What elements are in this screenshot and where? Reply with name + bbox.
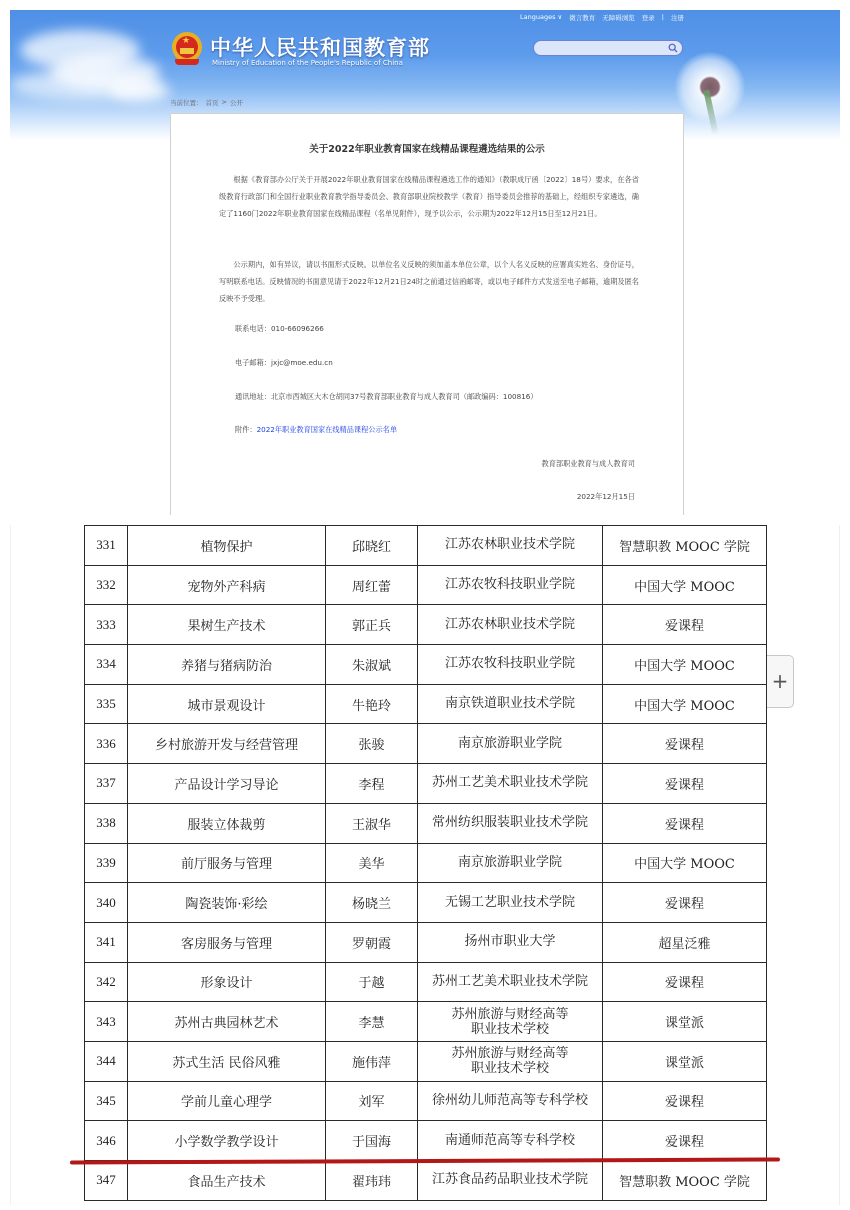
teacher-cell: 李慧: [326, 1002, 418, 1042]
table-row: [85, 883, 767, 923]
platform-cell: 智慧职教 MOOC 学院: [603, 526, 767, 566]
school-cell: [418, 1041, 603, 1081]
teacher-cell: 牛艳玲: [326, 684, 418, 724]
teacher-cell: 于国海: [326, 1121, 418, 1161]
teacher-cell: 张骏: [326, 724, 418, 764]
school-cell: 南京旅游职业学院: [418, 843, 603, 883]
login-link[interactable]: 登录: [641, 14, 655, 22]
teacher-cell: 翟玮玮: [326, 1161, 418, 1201]
school-line: 职业技术学校: [470, 1061, 549, 1077]
address-value: 北京市西城区大木仓胡同37号教育部职业教育与成人教育司（邮政编码：100816）: [270, 392, 538, 401]
top-nav: [520, 13, 684, 22]
school-cell: 扬州市职业大学: [418, 922, 603, 962]
school-cell: 徐州幼儿师范高等专科学校: [418, 1081, 603, 1121]
teacher-cell: 郭正兵: [326, 605, 418, 645]
course-name-cell: 前厅服务与管理: [128, 843, 326, 883]
contact-email: [235, 358, 333, 368]
school-cell: 南通师范高等专科学校: [418, 1121, 603, 1161]
platform-cell: 中国大学 MOOC: [603, 565, 767, 605]
school-cell: 南京旅游职业学院: [418, 724, 603, 764]
teacher-cell: 施伟萍: [326, 1041, 418, 1081]
signature-date: 2022年12月15日: [576, 492, 635, 501]
course-list-table: [84, 525, 767, 1201]
breadcrumb-separator: >: [221, 98, 227, 106]
site-title[interactable]: 中华人民共和国教育部: [210, 36, 430, 60]
row-number-cell: 344: [85, 1041, 128, 1081]
row-number-cell: 339: [85, 843, 128, 883]
teacher-cell: 刘军: [326, 1081, 418, 1121]
platform-cell: 智慧职教 MOOC 学院: [603, 1161, 767, 1201]
teacher-cell: 王淑华: [326, 803, 418, 843]
search-icon[interactable]: [668, 43, 678, 53]
table-row: [85, 922, 767, 962]
school-cell: 南京铁道职业技术学院: [418, 684, 603, 724]
row-number-cell: 337: [85, 764, 128, 804]
school-cell: 苏州工艺美术职业技术学院: [418, 962, 603, 1002]
zoom-in-button[interactable]: +: [767, 655, 794, 708]
article-title: 关于2022年职业教育国家在线精品课程遴选结果的公示: [309, 144, 545, 155]
table-row: [85, 724, 767, 764]
accessibility-link[interactable]: 无障碍浏览: [602, 14, 635, 22]
school-line: 职业技术学校: [470, 1021, 549, 1037]
cloud-decoration: [110, 80, 170, 102]
phone-label: 联系电话：: [235, 324, 271, 333]
teacher-cell: 朱淑斌: [326, 645, 418, 685]
teacher-cell: 周红蕾: [326, 565, 418, 605]
school-cell: 江苏食品药品职业技术学院: [418, 1161, 603, 1201]
course-name-cell: 学前儿童心理学: [128, 1081, 326, 1121]
teacher-cell: 邱晓红: [326, 526, 418, 566]
course-name-cell: 乡村旅游开发与经营管理: [128, 724, 326, 764]
table-row: [85, 526, 767, 566]
platform-cell: 课堂派: [603, 1002, 767, 1042]
attachment: [235, 425, 397, 435]
platform-cell: 爱课程: [603, 1121, 767, 1161]
platform-cell: 课堂派: [603, 1041, 767, 1081]
course-name-cell: 形象设计: [128, 962, 326, 1002]
course-name-cell: 宠物外产科病: [128, 565, 326, 605]
school-line: 苏州旅游与财经高等: [451, 1046, 569, 1062]
table-row: [85, 1121, 767, 1161]
school-cell: 江苏农牧科技职业学院: [418, 565, 603, 605]
article-panel: [170, 113, 684, 515]
row-number-cell: 346: [85, 1121, 128, 1161]
row-number-cell: 343: [85, 1002, 128, 1042]
table-row: [85, 1081, 767, 1121]
breadcrumb: [170, 98, 243, 107]
course-name-cell: 苏州古典园林艺术: [128, 1002, 326, 1042]
row-number-cell: 332: [85, 565, 128, 605]
register-link[interactable]: 注册: [671, 14, 684, 22]
course-name-cell: 食品生产技术: [128, 1161, 326, 1201]
teacher-cell: 李程: [326, 764, 418, 804]
table-row: [85, 843, 767, 883]
platform-cell: 中国大学 MOOC: [603, 843, 767, 883]
course-name-cell: 陶瓷装饰·彩绘: [128, 883, 326, 923]
course-name-cell: 客房服务与管理: [128, 922, 326, 962]
row-number-cell: 338: [85, 803, 128, 843]
breadcrumb-home[interactable]: 首页: [205, 99, 219, 107]
address-label: 通讯地址：: [235, 392, 271, 401]
divider: [839, 525, 840, 1205]
moe-webpage: [10, 10, 840, 515]
school-cell: 常州纺织服装职业技术学院: [418, 803, 603, 843]
languages-dropdown[interactable]: Languages ∨: [520, 13, 563, 21]
school-line: 苏州旅游与财经高等: [451, 1006, 569, 1022]
table-row: [85, 803, 767, 843]
course-name-cell: 服装立体裁剪: [128, 803, 326, 843]
table-row: [85, 1002, 767, 1042]
search-box: [533, 40, 683, 56]
course-name-cell: 城市景观设计: [128, 684, 326, 724]
row-number-cell: 340: [85, 883, 128, 923]
signature-organization: 教育部职业教育与成人教育司: [541, 459, 635, 468]
teacher-cell: 罗朝霞: [326, 922, 418, 962]
platform-cell: 中国大学 MOOC: [603, 684, 767, 724]
attachment-link[interactable]: 2022年职业教育国家在线精品课程公示名单: [256, 425, 398, 434]
course-table: [84, 525, 767, 1201]
platform-cell: 爱课程: [603, 764, 767, 804]
school-cell: 苏州工艺美术职业技术学院: [418, 764, 603, 804]
attachment-label: 附件：: [235, 425, 257, 434]
site-subtitle: Ministry of Education of the People's Republic of China: [212, 59, 403, 67]
platform-cell: 中国大学 MOOC: [603, 645, 767, 685]
email-value: jxjc@moe.edu.cn: [270, 358, 333, 367]
breadcrumb-current[interactable]: 公开: [229, 99, 243, 107]
table-row: [85, 962, 767, 1002]
table-row: [85, 605, 767, 645]
row-number-cell: 342: [85, 962, 128, 1002]
course-name-cell: 植物保护: [128, 526, 326, 566]
platform-cell: 爱课程: [603, 724, 767, 764]
course-name-cell: 养猪与猪病防治: [128, 645, 326, 685]
nav-separator: |: [661, 13, 664, 21]
teacher-cell: 杨晓兰: [326, 883, 418, 923]
row-number-cell: 336: [85, 724, 128, 764]
row-number-cell: 341: [85, 922, 128, 962]
breadcrumb-prefix: 当前位置：: [170, 99, 203, 107]
teacher-cell: 于越: [326, 962, 418, 1002]
national-emblem-icon[interactable]: ★: [172, 32, 202, 66]
platform-cell: 爱课程: [603, 1081, 767, 1121]
table-row: [85, 565, 767, 605]
row-number-cell: 345: [85, 1081, 128, 1121]
school-cell: 江苏农林职业技术学院: [418, 605, 603, 645]
article-paragraph: 根据《教育部办公厅关于开展2022年职业教育国家在线精品课程遴选工作的通知》（教职成厅函〔2022〕18号）要求，在各省级教育行政部门和全国行业职业教育教学指导委员会、教育部职业院校教学（教育）指导委员会推荐的基础上，经组织专家遴选，确定了1160门2022年职业教育国家在线精品课程（名单见附件），现予以公示，公示期为2022年12月15日至12月21日。: [219, 175, 639, 218]
school-cell: 无锡工艺职业技术学院: [418, 883, 603, 923]
table-row: [85, 764, 767, 804]
row-number-cell: 335: [85, 684, 128, 724]
platform-cell: 爱课程: [603, 962, 767, 1002]
school-cell: 江苏农牧科技职业学院: [418, 645, 603, 685]
table-row: [85, 1161, 767, 1201]
article-paragraph: 公示期内，如有异议，请以书面形式反映。以单位名义反映的须加盖本单位公章，以个人名义反映的应署真实姓名、身份证号，写明联系电话。反映情况的书面意见请于2022年12月21日24时之前通过信函邮寄，或以电子邮件方式发送至电子邮箱，逾期及匿名反映不予受理。: [219, 260, 639, 303]
course-name-cell: 小学数学教学设计: [128, 1121, 326, 1161]
row-number-cell: 333: [85, 605, 128, 645]
course-name-cell: 苏式生活 民俗风雅: [128, 1041, 326, 1081]
table-row: [85, 645, 767, 685]
divider: [10, 525, 11, 1205]
email-label: 电子邮箱：: [235, 358, 271, 367]
platform-cell: 超星泛雅: [603, 922, 767, 962]
search-input[interactable]: [540, 42, 662, 54]
school-cell: 江苏农林职业技术学院: [418, 526, 603, 566]
course-name-cell: 果树生产技术: [128, 605, 326, 645]
contact-phone: [235, 324, 324, 334]
platform-cell: 爱课程: [603, 883, 767, 923]
row-number-cell: 334: [85, 645, 128, 685]
platform-cell: 爱课程: [603, 605, 767, 645]
row-number-cell: 347: [85, 1161, 128, 1201]
weibo-link[interactable]: 微言教育: [569, 14, 596, 22]
table-row: [85, 684, 767, 724]
teacher-cell: 美华: [326, 843, 418, 883]
table-row: [85, 1041, 767, 1081]
contact-address: [235, 392, 538, 402]
platform-cell: 爱课程: [603, 803, 767, 843]
phone-value: 010-66096266: [270, 324, 324, 333]
row-number-cell: 331: [85, 526, 128, 566]
course-name-cell: 产品设计学习导论: [128, 764, 326, 804]
school-cell: [418, 1002, 603, 1042]
